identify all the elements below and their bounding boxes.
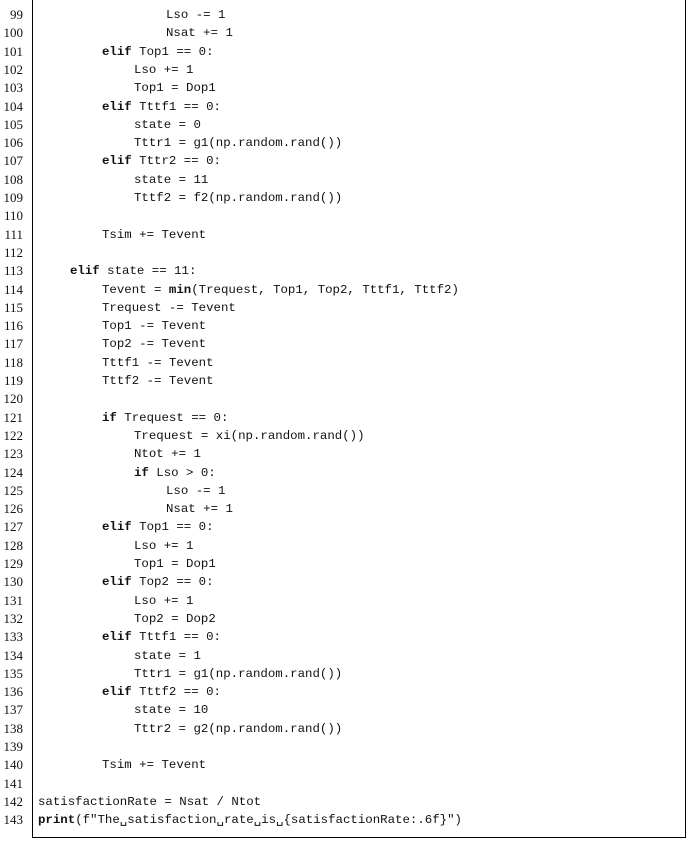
code-token: Top1 == 0:	[131, 44, 214, 59]
code-text	[166, 24, 233, 42]
code-token: Trequest -= Tevent	[102, 300, 236, 315]
code-line	[0, 720, 692, 738]
code-line	[0, 756, 692, 774]
line-number: 111	[4, 226, 23, 242]
code-text	[134, 79, 216, 97]
code-token: Top1 = Dop1	[134, 81, 216, 96]
line-number: 105	[3, 116, 23, 132]
code-line	[0, 500, 692, 518]
code-keyword: elif	[102, 630, 132, 645]
code-line	[0, 171, 692, 189]
line-number: 123	[3, 446, 23, 462]
code-token: state = 0	[134, 117, 201, 132]
code-line	[0, 628, 692, 646]
code-token: Tttr2 == 0:	[131, 154, 221, 169]
code-line	[0, 390, 692, 408]
code-text	[102, 628, 221, 646]
code-text	[102, 372, 214, 390]
code-text	[134, 427, 365, 445]
code-line	[0, 152, 692, 170]
code-text	[102, 43, 214, 61]
line-number: 141	[3, 775, 23, 791]
code-token: Tttr1 = g1(np.random.rand())	[134, 136, 343, 151]
line-number: 107	[3, 153, 23, 169]
code-line	[0, 701, 692, 719]
code-text	[102, 317, 206, 335]
line-number: 118	[3, 354, 23, 370]
code-line	[0, 116, 692, 134]
line-number: 122	[3, 427, 23, 443]
code-text	[134, 610, 216, 628]
line-number: 100	[3, 25, 23, 41]
code-line	[0, 6, 692, 24]
line-number: 109	[3, 190, 23, 205]
code-line	[0, 61, 692, 79]
code-token: Lso += 1	[134, 538, 194, 553]
code-token: Tttf2 = f2(np.random.rand())	[134, 191, 343, 205]
code-line	[0, 445, 692, 463]
code-line	[0, 24, 692, 42]
line-number: 140	[3, 757, 23, 773]
code-token: Lso -= 1	[166, 483, 226, 498]
code-token: state = 11	[134, 172, 209, 187]
line-number: 106	[3, 135, 23, 151]
code-keyword: elif	[102, 99, 132, 114]
code-text	[166, 500, 233, 518]
line-number: 132	[3, 610, 23, 626]
code-text	[102, 152, 221, 170]
code-text	[134, 445, 201, 463]
code-text	[102, 281, 459, 299]
line-number: 108	[3, 171, 23, 187]
line-number: 130	[3, 574, 23, 590]
code-token: Top1 == 0:	[131, 520, 214, 535]
code-line	[0, 482, 692, 500]
code-keyword: elif	[102, 685, 132, 700]
code-token: Top2 = Dop2	[134, 611, 216, 626]
code-text	[38, 811, 462, 829]
line-number: 133	[3, 629, 23, 645]
code-line	[0, 134, 692, 152]
code-line	[0, 372, 692, 390]
code-token: Lso > 0:	[148, 465, 216, 480]
line-number: 136	[3, 684, 23, 700]
line-number: 110	[3, 208, 23, 224]
code-token: Tsim += Tevent	[102, 227, 207, 242]
code-text	[102, 756, 206, 774]
code-line	[0, 518, 692, 536]
line-number: 119	[3, 373, 23, 388]
code-line	[0, 738, 692, 756]
code-keyword: elif	[102, 154, 132, 169]
code-token: Nsat += 1	[166, 502, 233, 517]
code-line	[0, 683, 692, 701]
line-number: 124	[3, 464, 23, 480]
code-text	[102, 354, 214, 372]
code-token: Trequest = xi(np.random.rand())	[134, 428, 365, 443]
line-number: 143	[3, 812, 23, 828]
code-token: Tttr2 = g2(np.random.rand())	[134, 721, 343, 736]
line-number: 114	[3, 281, 23, 297]
code-text	[134, 116, 201, 134]
code-token: Lso += 1	[134, 593, 194, 608]
code-text	[102, 518, 214, 536]
code-text	[134, 171, 208, 189]
code-text	[134, 61, 194, 79]
code-text	[134, 720, 342, 738]
line-number: 142	[3, 793, 23, 809]
code-keyword: elif	[102, 520, 132, 535]
line-number: 99	[10, 7, 23, 22]
code-text	[102, 573, 214, 591]
line-number: 125	[3, 482, 23, 498]
line-number: 129	[3, 556, 23, 571]
code-token: (f"The␣satisfaction␣rate␣is␣{satisfactionRate:.6f}")	[75, 813, 462, 828]
code-token: Tttr1 = g1(np.random.rand())	[134, 666, 343, 681]
code-token: Tttf1 -= Tevent	[102, 355, 214, 370]
code-text	[102, 299, 236, 317]
code-line	[0, 98, 692, 116]
code-token: Tttf1 == 0:	[131, 99, 221, 114]
code-line	[0, 281, 692, 299]
line-number: 117	[3, 336, 23, 352]
code-token: Tttf1 == 0:	[131, 630, 221, 645]
line-number: 104	[3, 98, 23, 114]
code-line	[0, 244, 692, 262]
code-token: Nsat += 1	[166, 26, 233, 41]
code-text	[70, 262, 196, 280]
code-keyword: if	[134, 465, 149, 480]
code-token: state = 10	[134, 703, 209, 718]
code-line	[0, 555, 692, 573]
code-keyword: min	[168, 282, 192, 297]
line-number: 134	[3, 647, 23, 663]
code-line	[0, 427, 692, 445]
code-text	[134, 665, 342, 683]
line-number: 138	[3, 720, 23, 736]
code-text	[102, 226, 206, 244]
code-token: Lso -= 1	[166, 8, 226, 22]
code-line	[0, 573, 692, 591]
line-number: 126	[3, 501, 23, 517]
code-token: Trequest == 0:	[116, 410, 229, 425]
code-line	[0, 647, 692, 665]
code-line	[0, 775, 692, 793]
code-text	[134, 592, 194, 610]
code-text	[134, 134, 342, 152]
code-line	[0, 537, 692, 555]
code-line	[0, 592, 692, 610]
line-number: 115	[3, 299, 23, 315]
code-token: Ntot += 1	[134, 447, 201, 462]
code-token: (Trequest, Top1, Top2, Tttf1, Tttf2)	[191, 282, 459, 297]
code-line	[0, 262, 692, 280]
code-text	[102, 335, 206, 353]
code-keyword: elif	[102, 575, 132, 590]
code-line	[0, 665, 692, 683]
code-token: Top1 -= Tevent	[102, 319, 207, 334]
line-number: 102	[3, 61, 23, 77]
code-line	[0, 299, 692, 317]
code-text	[166, 482, 226, 500]
code-line	[0, 226, 692, 244]
code-line	[0, 43, 692, 61]
code-text	[166, 6, 226, 24]
code-line	[0, 354, 692, 372]
code-token: Tsim += Tevent	[102, 758, 207, 773]
line-number: 135	[3, 665, 23, 681]
code-text	[134, 647, 201, 665]
code-text	[134, 701, 208, 719]
code-line	[0, 317, 692, 335]
line-number: 103	[3, 80, 23, 96]
line-number: 139	[3, 739, 23, 754]
code-line	[0, 610, 692, 628]
code-keyword: elif	[102, 44, 132, 59]
code-line	[0, 793, 692, 811]
line-number: 137	[3, 702, 23, 718]
line-number: 101	[3, 43, 23, 59]
code-text	[102, 409, 228, 427]
code-line	[0, 811, 692, 829]
code-keyword: print	[38, 813, 76, 828]
code-token: Tevent =	[102, 282, 169, 297]
code-keyword: if	[102, 410, 117, 425]
code-line	[0, 409, 692, 427]
line-number: 112	[3, 244, 23, 260]
code-text	[102, 683, 221, 701]
code-token: Lso += 1	[134, 62, 194, 77]
code-text	[38, 793, 261, 811]
line-number: 113	[3, 263, 23, 279]
code-token: state == 11:	[99, 264, 197, 279]
code-text	[102, 98, 221, 116]
code-text	[134, 555, 216, 573]
code-line	[0, 207, 692, 225]
code-token: Tttf2 -= Tevent	[102, 374, 214, 388]
line-number: 116	[3, 318, 23, 334]
code-keyword: elif	[70, 264, 100, 279]
code-token: Top2 == 0:	[131, 575, 214, 590]
code-token: state = 1	[134, 648, 201, 663]
code-text	[134, 464, 216, 482]
code-line	[0, 79, 692, 97]
line-number: 121	[3, 409, 23, 425]
line-number: 128	[3, 537, 23, 553]
code-line	[0, 335, 692, 353]
code-token: Top2 -= Tevent	[102, 337, 207, 352]
code-text	[134, 537, 194, 555]
code-token: satisfactionRate = Nsat / Ntot	[38, 794, 262, 809]
code-line	[0, 189, 692, 207]
line-number: 131	[3, 592, 23, 608]
line-number: 127	[3, 519, 23, 535]
line-number: 120	[3, 391, 23, 407]
code-token: Tttf2 == 0:	[131, 685, 221, 700]
code-token: Top1 = Dop1	[134, 557, 216, 571]
code-text	[134, 189, 342, 207]
code-line	[0, 464, 692, 482]
